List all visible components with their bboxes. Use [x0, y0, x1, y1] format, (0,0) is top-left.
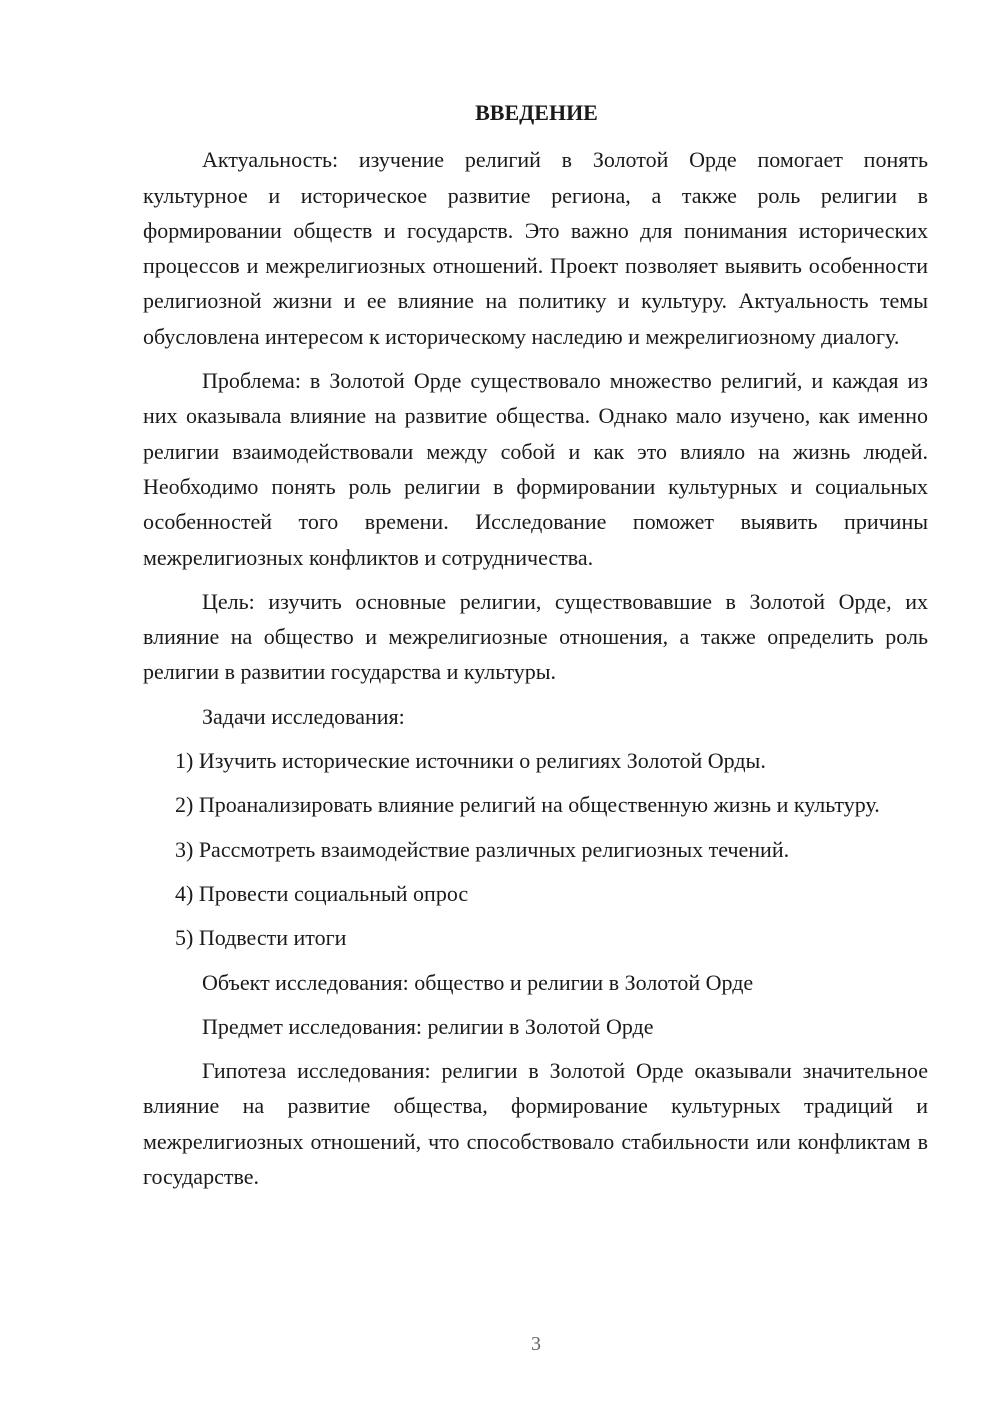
relevance-paragraph: Актуальность: изучение религий в Золотой Орде помогает понять культурное и историческое развитие региона, а также роль религии в формировании обществ и государств. Это важно для понимания исторических процессов и межрелигиозных отношений. Проект позволяет выявить особенности религиозной жизни и ее влияние на политику и культуру. Актуальность темы обусловлена интересом к историческому наследию и межрелигиозному диалогу.	[143, 147, 928, 349]
task-item-4: 4) Провести социальный опрос	[175, 880, 469, 906]
page-number: 3	[531, 1333, 541, 1355]
task-item-2: 2) Проанализировать влияние религий на общественную жизнь и культуру.	[175, 792, 880, 818]
section-heading: ВВЕДЕНИЕ	[475, 100, 598, 125]
task-item-5: 5) Подвести итоги	[175, 925, 347, 951]
research-subject: Предмет исследования: религии в Золотой Орде	[202, 1013, 654, 1039]
tasks-heading: Задачи исследования:	[202, 703, 405, 729]
goal-paragraph: Цель: изучить основные религии, существовавшие в Золотой Орде, их влияние на общество и межрелигиозные отношения, а также определить роль религии в развитии государства и культуры.	[143, 588, 928, 685]
problem-paragraph: Проблема: в Золотой Орде существовало множество религий, и каждая из них оказывала влияние на развитие общества. Однако мало изучено, как именно религии взаимодействовали между собой и как это влияло на жизнь людей. Необходимо понять роль религии в формировании культурных и социальных особенностей того времени. Исследование поможет выявить причины межрелигиозных конфликтов и сотрудничества.	[143, 368, 928, 570]
research-object: Объект исследования: общество и религии в Золотой Орде	[202, 969, 754, 995]
task-item-1: 1) Изучить исторические источники о религиях Золотой Орды.	[175, 748, 766, 774]
task-item-3: 3) Рассмотреть взаимодействие различных религиозных течений.	[175, 836, 790, 862]
research-hypothesis: Гипотеза исследования: религии в Золотой Орде оказывали значительное влияние на развитие общества, формирование культурных традиций и межрелигиозных отношений, что способствовало стабильности или конфликтам в государстве.	[143, 1058, 928, 1190]
document-page	[143, 95, 928, 1194]
